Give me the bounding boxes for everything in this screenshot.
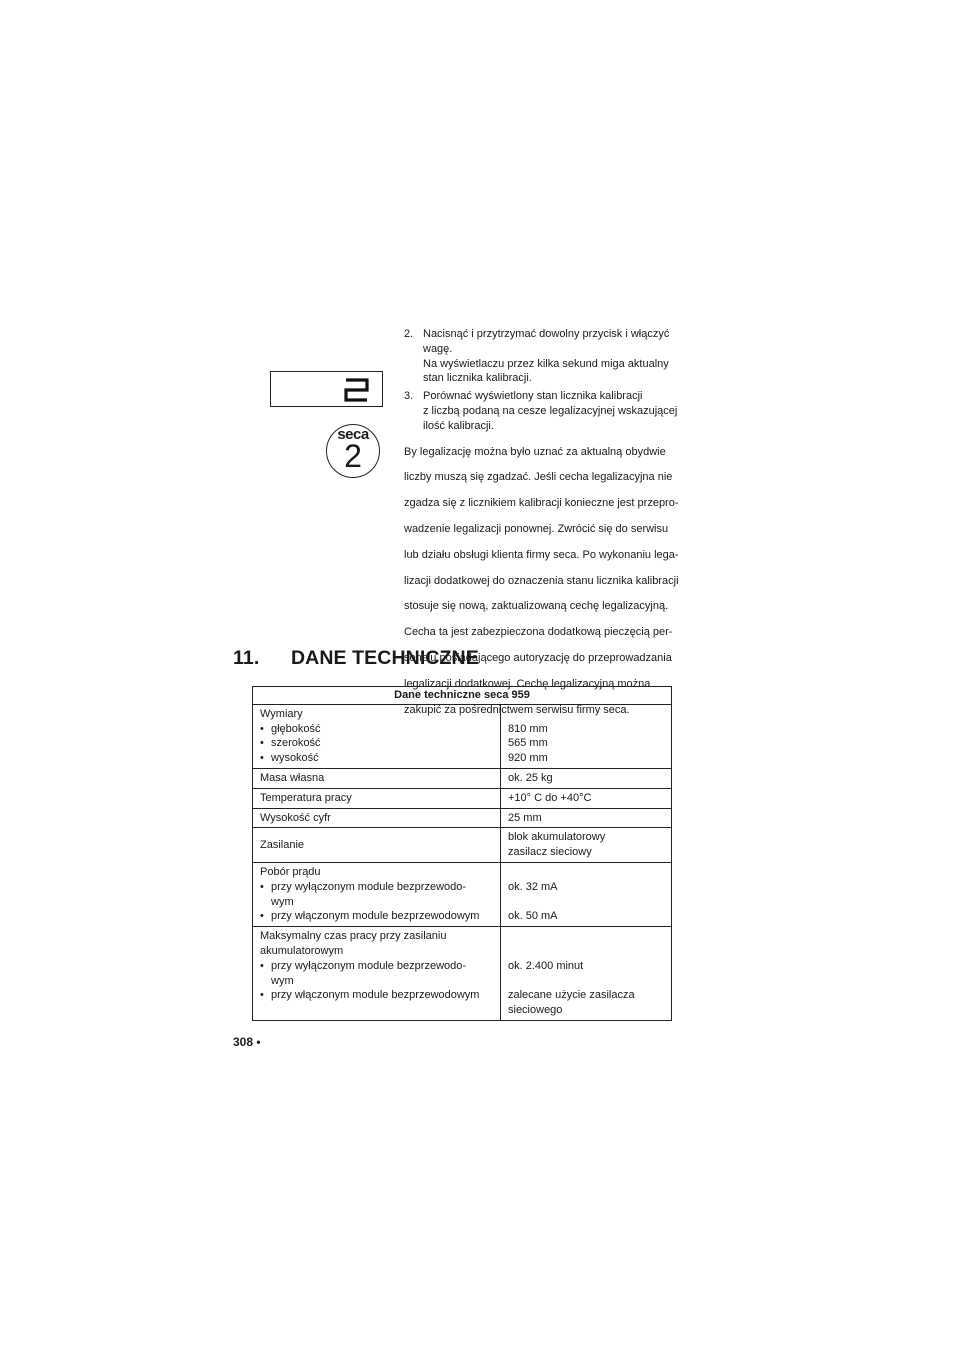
dimensions-label-cell [253, 704, 501, 768]
seal-digit: 2 [344, 438, 362, 474]
technical-data-table [252, 686, 672, 1021]
table-row [253, 828, 672, 863]
step-line: Porównać wyświetlony stan licznika kalibracji [423, 390, 643, 403]
row-value: zasilacz sieciowy [508, 846, 592, 859]
row-label: Wymiary [260, 707, 303, 720]
table-row [253, 704, 672, 768]
list-item: • wysokość [260, 751, 493, 766]
paragraph-line: zgadza się z licznikiem kalibracji konieczne jest przepro- [404, 497, 679, 510]
section-title: DANE TECHNICZNE [291, 647, 479, 669]
step-2 [404, 327, 696, 386]
list-item: • przy włączonym module bezprzewodowym [260, 988, 493, 1003]
row-value: 25 mm [501, 808, 672, 828]
step-line: z liczbą podaną na cesze legalizacyjnej wskazującej [423, 404, 678, 417]
consumption-label-cell [253, 862, 501, 926]
table-row [253, 768, 672, 788]
row-value: sieciowego [508, 1004, 563, 1017]
step-line: ilość kalibracji. [423, 419, 494, 432]
row-value: blok akumulatorowy [508, 831, 606, 844]
paragraph-line: Cecha ta jest zabezpieczona dodatkową pieczęcią per- [404, 626, 673, 639]
seal-brand: seca [337, 426, 369, 443]
page-number: 308 • [233, 1035, 261, 1049]
scale-display [270, 371, 383, 407]
row-value: ok. 25 kg [501, 768, 672, 788]
step-3 [404, 389, 696, 433]
paragraph-line: legalizacji dodatkowej. Cechę legalizacyjną można [404, 677, 651, 690]
row-value: ok. 50 mA [508, 910, 558, 923]
step-number: 2. [404, 328, 414, 340]
row-label: Zasilanie [253, 828, 501, 863]
step-note-line: stan licznika kalibracji. [423, 372, 532, 385]
spacer [508, 929, 664, 944]
paragraph-line: liczby muszą się zgadzać. Jeśli cecha legalizacyjna nie [404, 471, 673, 484]
list-item [260, 959, 493, 989]
row-value: 810 mm [508, 722, 548, 735]
paragraph-line: lub działu obsługi klienta firmy seca. Po wykonaniu lega- [404, 548, 679, 561]
spacer [508, 707, 664, 722]
table-header: Dane techniczne seca 959 [253, 687, 672, 705]
paragraph-line: lizacji dodatkowej do oznaczenia stanu licznika kalibracji [404, 574, 679, 587]
row-label: Masa własna [253, 768, 501, 788]
spacer [508, 974, 664, 989]
row-value: zalecane użycie zasilacza [508, 989, 635, 1002]
paragraph-line: wadzenie legalizacji ponownej. Zwrócić się do serwisu [404, 522, 669, 535]
row-value: 565 mm [508, 737, 548, 750]
row-value: ok. 2.400 minut [508, 959, 584, 972]
calibration-seal [326, 424, 380, 478]
row-label: Pobór prądu [260, 865, 321, 878]
spacer [508, 865, 664, 880]
list-item-line: wym [271, 895, 294, 908]
legalization-paragraph [404, 445, 696, 718]
table-row [253, 788, 672, 808]
paragraph-line: zakupić za pośrednictwem serwisu firmy seca. [404, 703, 630, 716]
row-label: Wysokość cyfr [253, 808, 501, 828]
table-row [253, 927, 672, 1021]
table-header-row [253, 687, 672, 705]
step-line: wagę. [423, 342, 453, 355]
section-heading [233, 647, 479, 670]
step-number: 3. [404, 390, 414, 403]
table-row [253, 862, 672, 926]
list-item-line: • przy wyłączonym module bezprzewodo- [271, 880, 467, 893]
paragraph-line: By legalizację można było uznać za aktualną obydwie [404, 445, 666, 458]
display-digit-2-icon [342, 377, 370, 403]
list-item [260, 880, 493, 910]
dimensions-value-cell [501, 704, 672, 768]
table-row [253, 808, 672, 828]
step-note-line: Na wyświetlaczu przez kilka sekund miga aktualny [423, 357, 669, 370]
section-number: 11. [233, 647, 260, 669]
row-label: Temperatura pracy [253, 788, 501, 808]
runtime-value-cell [501, 927, 672, 1021]
row-label: akumulatorowym [260, 944, 344, 957]
list-item-line: wym [271, 974, 294, 987]
list-item: • głębokość [260, 722, 493, 737]
list-item: • przy włączonym module bezprzewodowym [260, 909, 493, 924]
spacer [508, 944, 664, 959]
row-value: 920 mm [508, 752, 548, 765]
list-item-line: • przy wyłączonym module bezprzewodo- [271, 959, 467, 972]
list-item: • szerokość [260, 736, 493, 751]
step-line: Nacisnąć i przytrzymać dowolny przycisk i włączyć [423, 328, 670, 340]
paragraph-line: sonelu posiadającego autoryzację do przeprowadzania [404, 651, 672, 664]
runtime-label-cell [253, 927, 501, 1021]
consumption-value-cell [501, 862, 672, 926]
row-value: ok. 32 mA [508, 880, 558, 893]
spacer [508, 895, 664, 910]
row-value: +10° C do +40°C [501, 788, 672, 808]
paragraph-line: stosuje się nową, zaktualizowaną cechę legalizacyjną. [404, 600, 669, 613]
row-label: Maksymalny czas pracy przy zasilaniu [260, 930, 447, 943]
power-value-cell [501, 828, 672, 863]
